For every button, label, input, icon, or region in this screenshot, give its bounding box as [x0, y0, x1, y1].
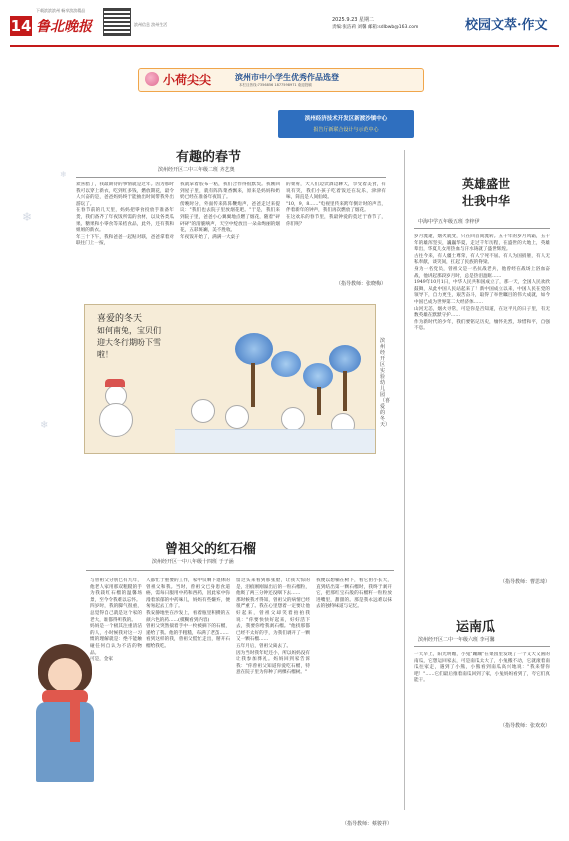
snowflake-icon: ❄ — [40, 420, 49, 431]
drawing-text-body: 如何南兔，宝贝们迎大冬行期吩下雪啦！ — [97, 326, 161, 359]
canal-rule — [414, 646, 550, 647]
grandfather-col4: 我便以想躺在树下，看它由小长大，直到结出第一颗石榴时，我终于剥开它，把那红宝石般的石榴籽一粒粒放进嘴里，甜甜的。那是我永远难以抹去的独特味道与记忆。 — [316, 578, 392, 610]
blue-bush-4 — [329, 345, 361, 373]
blue-bush-1 — [235, 333, 273, 365]
mini-snowman-1 — [191, 399, 215, 423]
banner-subtitle: 滨州市中小学生优秀作品选登 — [235, 72, 339, 82]
grandfather-col2: 人都忙于重要的工作，家中仅剩下退休的曾祖父和我。当时，曾祖父已身患食道癌，需每日服用中药和西药，因此家中弥漫着浓郁的中药味儿，妈妈有些嫌弃，便匆匆起去工作了。 我安静地坐在沙发上，看着瓶里积攒的五颜六色的药……(模糊看到内容) 曾祖父突然揣着手中一枚被摘下的石榴，递给了我。他的手粗糙，布满了老茧…… 看到这样的我，曾祖父慌忙走出，掰开石榴给我吃。 — [146, 578, 230, 649]
school-tag — [278, 110, 414, 138]
grandfather-col3: 留过头来看到那张脸，让我大惊的是，泪痕刚刚溢出后的一粒石榴粒，他吸了两三分钟还没咽下去…… 那时候我才得知，曾祖父的病情已经很严重了。我在心里想着一定要让他好起来，曾祖父却笑着拍拍我说："你要快快好起来，好好活下去，我要你给我剥石榴。"他找那都已经不太好的手，为我们剥开了一颗又一颗石榴…… 五年月后，曾祖父离去了。 因为当时我年纪还小，所以妈妈没有让我参加葬礼。妈妈回到家告诉我："你曾祖父知道你爱吃石榴，特意在院子里为你种了两棵石榴树。" — [236, 578, 310, 676]
hero-note: （指导教师：曹思琦） — [499, 579, 550, 585]
child-drawing — [84, 304, 376, 454]
girl-illustration — [20, 640, 108, 820]
blue-bush-3 — [303, 363, 333, 389]
snowflake-icon: ❄ — [60, 170, 67, 179]
hero-body: 岁月流逝，烟火就变，只在回首间流转。五千年的岁月风霜，五千年的雄浑坚实，巍巍华夏，走过千年历程，在盛世的大地上，英雄辈出，华夏儿女用热血与汗水铸就了盛世辉煌。 古往今来，有人疆土尊荣，有人宁死不屈。有人为国捐躯，有人无私奉献，谈笑间，扛起了民族的脊梁。 身为一名党员，曾祖父是一名抗战老兵，他曾经在战场上浴血奋战，他讲起那段岁月时，总是热泪盈眶…… 1949年10月1日，中华人民共和国成立了，那一天，全国人民欢欣鼓舞，从此中国人民站起来了！新中国成立以来，中国人民在党的领导下，自力更生，艰苦奋斗，取得了举世瞩目的伟大成就，如今中国已成为世界第二大经济体…… 山河无恙，烟火寻常，可是你是否知道，在这平凡的日子里，有无数英雄在默默守护…… 作为新时代的少年，我们要铭记历史，缅怀先烈，珍惜和平，自强不息。 — [414, 234, 550, 332]
page-number: 14 — [10, 17, 32, 35]
grandfather-note: （指导教师：蔡骏祥） — [341, 821, 392, 827]
page-header — [10, 6, 559, 44]
paper-name: 鲁北晚报 — [36, 19, 92, 35]
hero-byline: 中海中学五年级五班 李梓伊 — [418, 219, 480, 225]
column-divider — [404, 150, 405, 810]
snowman-body — [99, 403, 133, 437]
canal-body: 一天早上，阳光明媚，小兔"蹦蹦"在菜园里发现了一个又大又圆的南瓜，它想运回家去，可是南瓜太大了，小兔搬不动，它就滚着南瓜往家走，遇到了小熊，小熊看到南瓜高兴地说："我来帮你吧！"……它们最后推着南瓜回到了家，小兔妈妈看到了，夸它们真能干。 — [414, 652, 550, 684]
grandfather-rule — [86, 570, 394, 571]
drawing-text-title: 喜爱的冬天 — [97, 314, 143, 324]
mini-snowman-3 — [281, 407, 305, 431]
grandfather-col1: 与曾祖父分别已有九年，他老人家用那双粗糙的手为我栽红石榴的温馨场景，至今令我难以忘怀。 四岁时，我的脚气很重，总觉得自己就是这个家的老大，谁都得听我的。 妈妈是一个极其注重清洁的人，小时候我对这一习惯的理解就是：绝不能触碰任何自认为不洁的物品。 可是，金家 — [90, 578, 142, 663]
banner-title: 小荷尖尖 — [163, 73, 212, 87]
canal-byline: 滨州经开区二中一年级六班 李可馨 — [418, 637, 495, 643]
spring-festival-col1: 欢喜腊了，我最期待的事情就是过年。因为那时我可以穿上新衣，吃到红多钱，燃放期花，最令人兴奋的是，爸爸妈妈终于能抽出时间带我外出游玩了。 在春节前的几天里，妈妈把零食投放手准备年货，我们备齐了年夜饭所需的食材，以及各类瓜果、糖果和小零食等采桔食品，此外，还有我和姐姐的新衣。 年三十下午，我和爸爸一起贴对联，爸爸拿着对联往门上一按， — [76, 182, 174, 247]
snowflake-icon: ❄ — [22, 210, 33, 224]
spring-festival-note: （指导教师：张晓梅） — [335, 281, 386, 287]
spring-festival-rule — [76, 177, 386, 178]
blue-bush-2 — [271, 351, 301, 377]
grandfather-title: 曾祖父的红石榴 — [165, 542, 257, 557]
header-rule — [10, 45, 559, 47]
snowman-hat — [105, 379, 125, 387]
tree-trunk-1 — [251, 363, 255, 407]
spring-festival-title: 有趣的春节 — [176, 150, 242, 165]
column-banner — [138, 68, 424, 92]
hero-rule — [414, 228, 550, 229]
lotus-icon — [145, 72, 159, 86]
school-tag-line-2: 报告厅新联合设计与示范中心 — [313, 127, 379, 133]
tree-trunk-2 — [317, 387, 321, 415]
drawing-caption: 滨州经开区实验幼儿园（喜爱的冬天） — [380, 338, 391, 428]
header-editor: 责编:张洁莉 刘馨 邮箱:sdlbwb@163.com — [332, 25, 419, 30]
qr-code-icon — [103, 8, 131, 36]
banner-contact: 本栏目热线:7356856 1877598971 欢迎投稿 — [239, 83, 312, 87]
tree-trunk-3 — [343, 371, 347, 411]
header-date: 2025.9.23 星期二 — [332, 17, 375, 23]
school-tag-line-1: 滨州经济技术开发区新渡沙镇中心 — [304, 116, 388, 122]
spring-festival-byline: 滨州经开区二中三年级二班 齐艺奥 — [158, 167, 235, 173]
girl-scarf-tail — [70, 702, 80, 742]
hero-title: 英雄盛世 壮我中华 — [461, 177, 510, 208]
canal-title: 运南瓜 — [456, 620, 496, 635]
header-slogan-1: 下载滨滨滨州 畅享滨滨精品 — [36, 8, 86, 13]
spring-festival-col3: 的菜肴，大人们边饮酒边聊天，享受着美食，有说有笑，我们小孩子吃着饭还在玩乐，津津有味，简直是人间仙境。 "10，9，8……"电视里传来跨年倒计时的声音，伴着新年的钟声，我们再次燃放了烟花。 在这欢乐的春节里，我最钟爱的莫过于春节了，你们呢？ — [286, 182, 386, 227]
spring-festival-col2: 我就拿着胶布一粘，我们合作得很默契。我刚回到屋子里，就有阵阵菜香飘来，原来是妈妈和奶奶已经在准备年夜饭了。 傍晚时分，外面传来阵阵鞭炮声，爸爸走过来提议："我们也去院子里放烟花吧。"于是，我们来到院子里，爸爸小心翼翼地点燃了烟花，随着"砰砰砰"的清脆响声，天空中绽放出一朵朵绚丽的烟花，五彩斑斓，美不胜收。 年夜饭开始了，满满一大桌子 — [180, 182, 280, 240]
girl-coat — [36, 702, 94, 782]
section-title: 校园文萃·作文 — [465, 18, 548, 33]
mini-snowman-2 — [225, 405, 249, 429]
canal-note: （指导教师：张欢欢） — [499, 723, 550, 729]
grandfather-byline: 滨州经开区一中八年级十四班 于子涵 — [152, 559, 234, 565]
snow-ground — [175, 429, 375, 454]
girl-face — [48, 658, 82, 692]
header-slogan-2: 滨州信息 滨州生活 — [134, 22, 168, 27]
